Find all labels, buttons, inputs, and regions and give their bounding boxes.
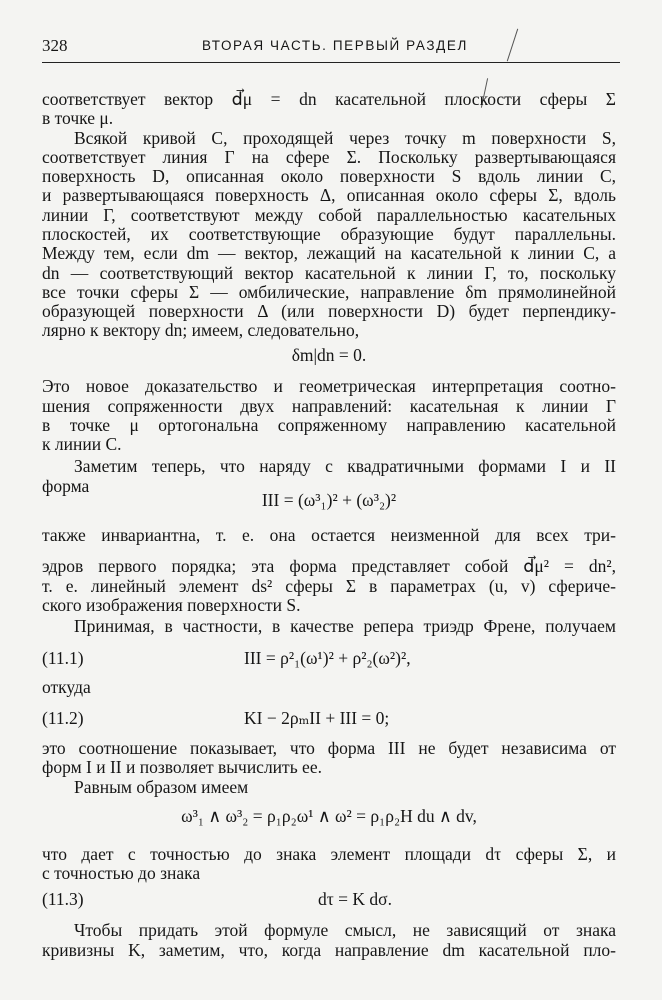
text-line: форм I и II и позволяет вычислить ее. xyxy=(42,757,322,777)
text-line: форма xyxy=(42,476,90,496)
text-line: Это новое доказательство и геометрическая интерпретация соотно- xyxy=(42,376,616,396)
text-line: в точке μ. xyxy=(42,108,114,128)
text-line: соответствует вектор d⃗μ = dn касательной плоскости сферы Σ xyxy=(42,89,616,109)
text-line: Между тем, если dm — вектор, лежащий на касательной к линии C, а xyxy=(42,243,616,263)
text-line: ского изображения поверхности S. xyxy=(42,595,301,615)
text-line: в точке μ ортогональна сопряженному направлению касательной xyxy=(42,415,616,435)
equation-display: δm|dn = 0. xyxy=(291,345,367,365)
text-line: образующей поверхности Δ (или поверхности D) будет перпендику- xyxy=(42,301,616,321)
text-line: что дает с точностью до знака элемент площади dτ сферы Σ, и xyxy=(42,844,616,864)
equation-formula: III = ρ²₁(ω¹)² + ρ²₂(ω²)², xyxy=(244,648,411,668)
text-line: Заметим теперь, что наряду с квадратичными формами I и II xyxy=(74,456,616,476)
equation-label: (11.3) xyxy=(42,889,84,909)
equation-display: ω³₁ ∧ ω³₂ = ρ₁ρ₂ω¹ ∧ ω² = ρ₁ρ₂H du ∧ dv, xyxy=(181,806,477,826)
text-line: соответствует линия Γ на сфере Σ. Поскольку развертывающаяся xyxy=(42,147,616,167)
text-line: плоскостей, их соответствующие образующие будут параллельны. xyxy=(42,224,616,244)
text-line: с точностью до знака xyxy=(42,863,201,883)
text-line: Всякой кривой C, проходящей через точку m поверхности S, xyxy=(74,128,616,148)
equation-formula: KI − 2ρₘII + III = 0; xyxy=(244,708,390,728)
text-line: линии Γ, соответствуют между собой параллельностью касательных xyxy=(42,205,616,225)
text-line: т. е. линейный элемент ds² сферы Σ в параметрах (u, v) сфериче- xyxy=(42,576,616,596)
text-line: лярно к вектору dn; имеем, следовательно, xyxy=(42,320,360,340)
text-line: Чтобы придать этой формуле смысл, не зависящий от знака xyxy=(74,920,616,940)
equation-label: (11.2) xyxy=(42,708,84,728)
running-header xyxy=(42,36,620,63)
equation-display: III = (ω³₁)² + (ω³₂)² xyxy=(261,490,397,510)
text-line: все точки сферы Σ — омбилические, направление δm прямолинейной xyxy=(42,282,616,302)
equation-formula: dτ = K dσ. xyxy=(318,889,392,909)
text-line: Принимая, в частности, в качестве репера триэдр Френе, получаем xyxy=(74,616,616,636)
text-line: эдров первого порядка; эта форма представляет собой d⃗μ² = dn², xyxy=(42,556,616,576)
text-line: кривизны K, заметим, что, когда направление dm касательной пло- xyxy=(42,940,616,960)
text-line: шения сопряженности двух направлений: касательная к линии Γ xyxy=(42,396,616,416)
running-title: ВТОРАЯ ЧАСТЬ. ПЕРВЫЙ РАЗДЕЛ xyxy=(202,38,468,53)
text-line: откуда xyxy=(42,677,91,697)
equation-label: (11.1) xyxy=(42,648,84,668)
text-line: также инвариантна, т. е. она остается неизменной для всех три- xyxy=(42,525,616,545)
text-line: поверхность D, описанная около поверхности S вдоль линии C, xyxy=(42,166,616,186)
text-line: dn — соответствующий вектор касательной к линии Γ, то, поскольку xyxy=(42,263,616,283)
text-line: Равным образом имеем xyxy=(74,777,249,797)
text-line: и развертывающаяся поверхность Δ, описанная около сферы Σ, вдоль xyxy=(42,185,616,205)
text-line: это соотношение показывает, что форма III не будет независима от xyxy=(42,738,616,758)
page-number: 328 xyxy=(42,36,68,55)
text-line: к линии C. xyxy=(42,434,122,454)
